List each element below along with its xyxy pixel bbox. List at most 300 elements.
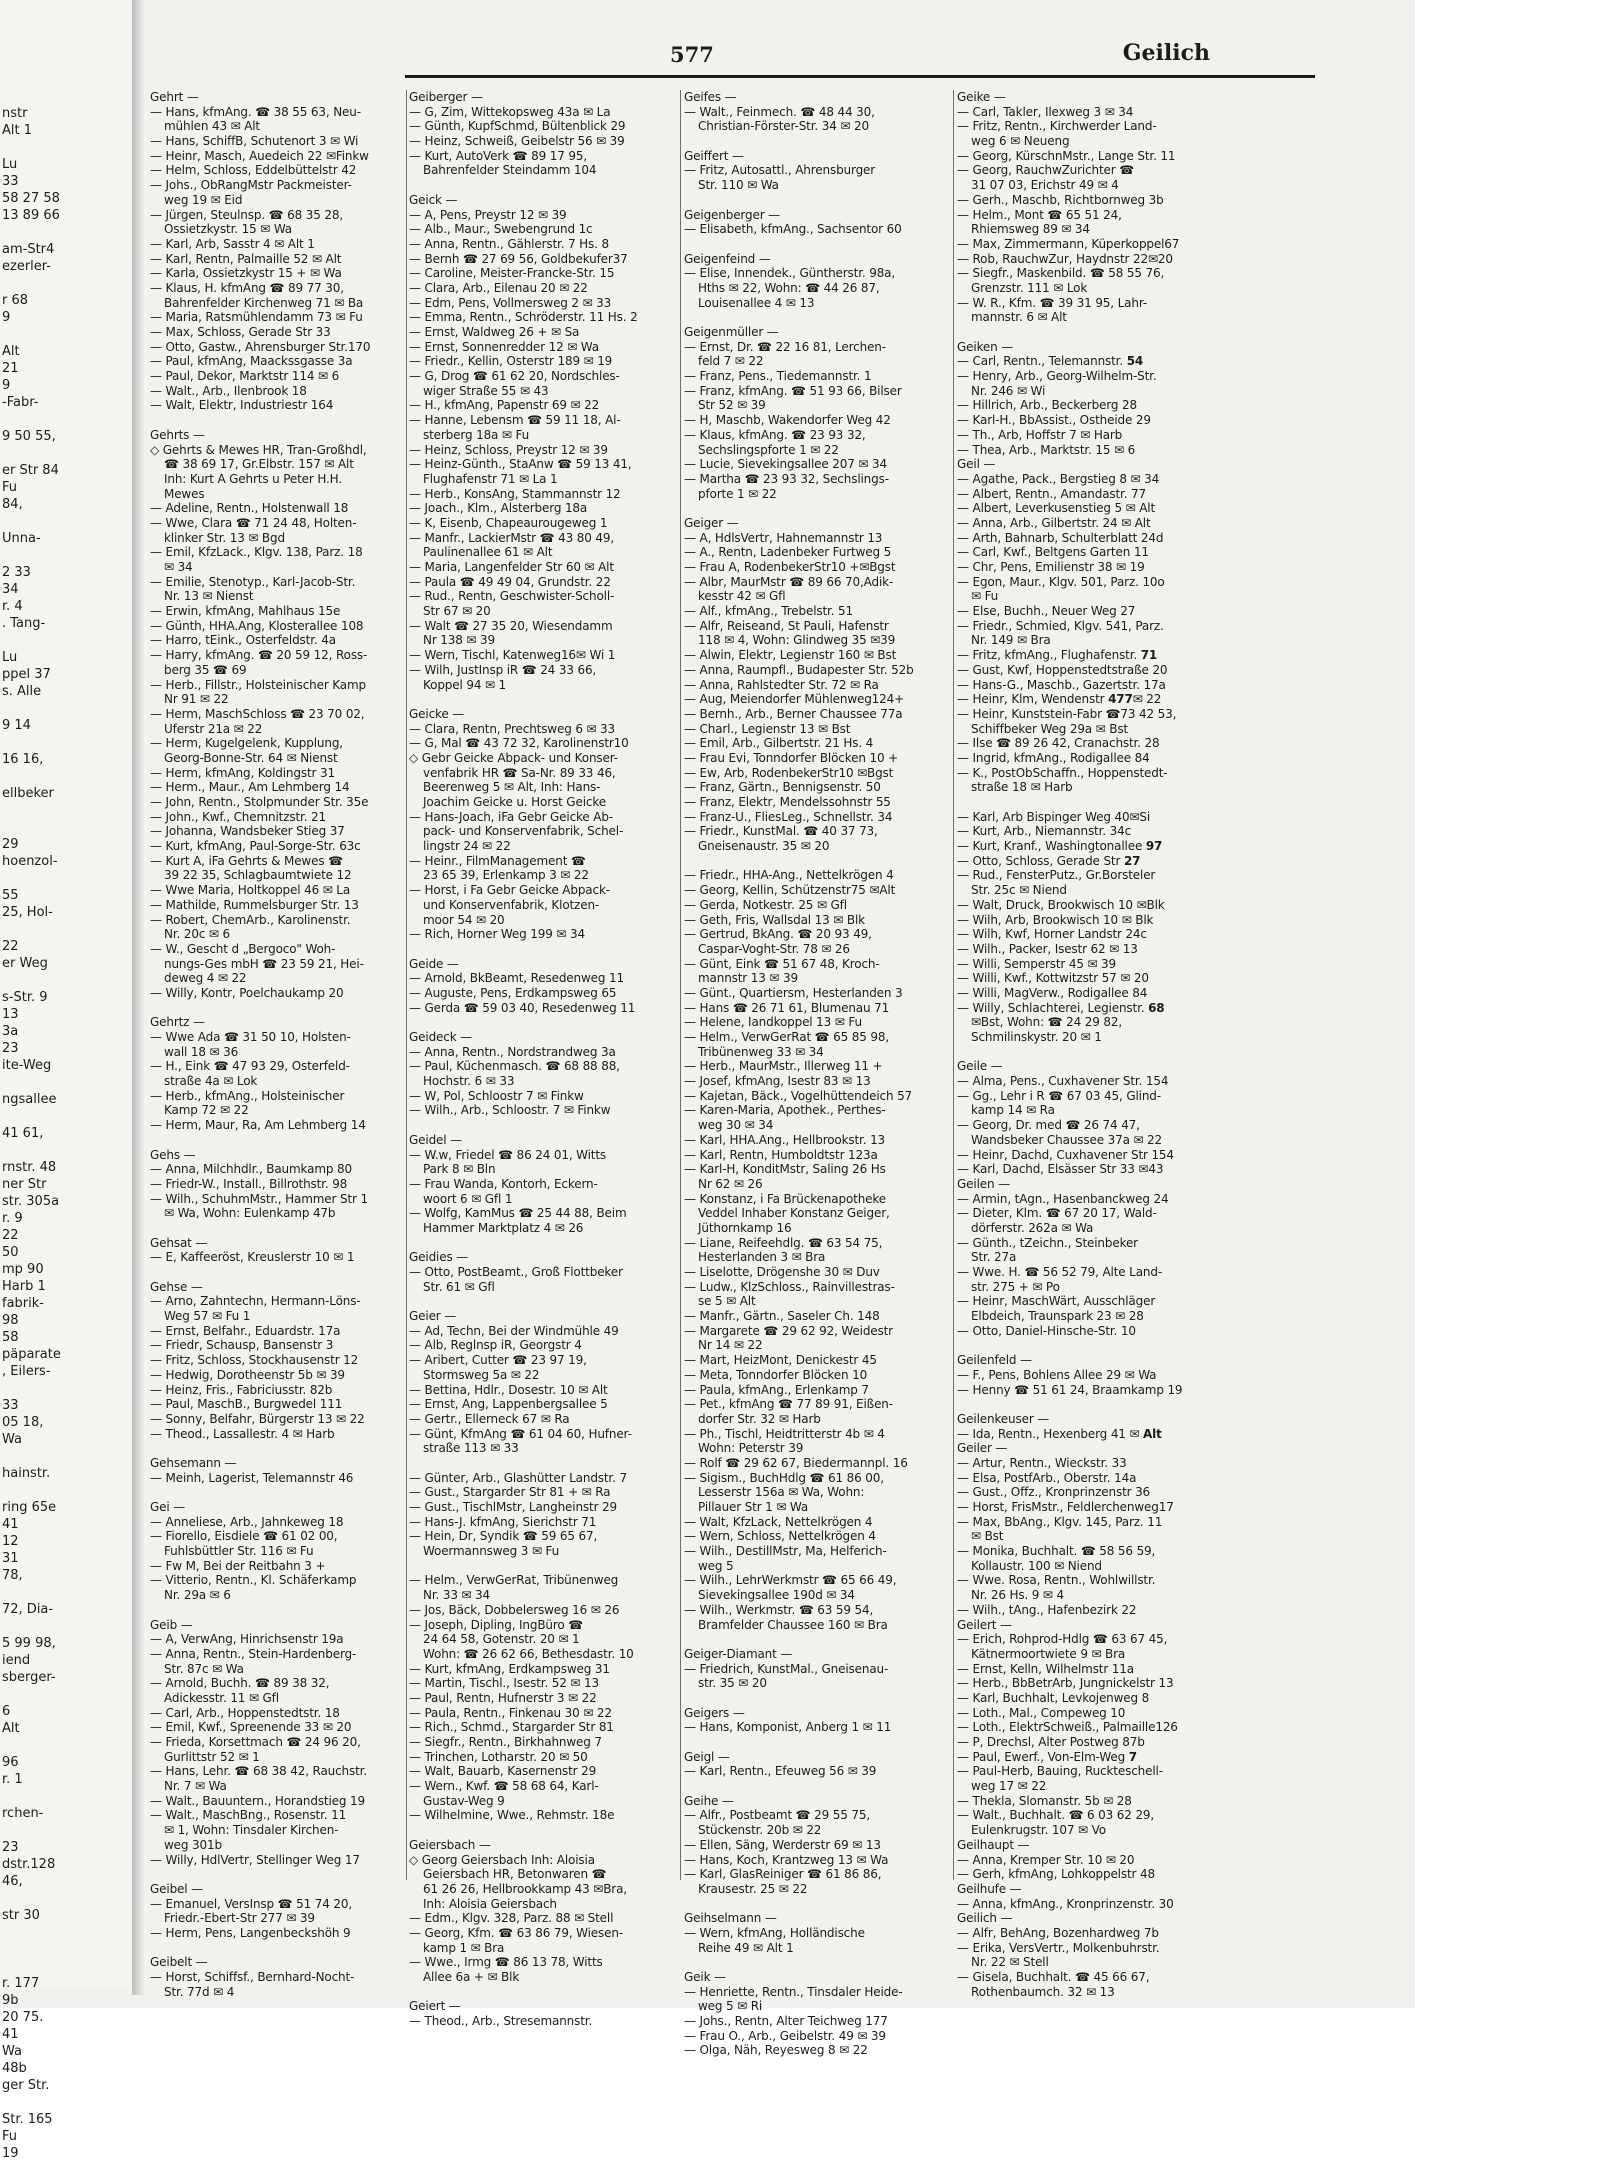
directory-entry-line: — Alma, Pens., Cuxhavener Str. 154 — [957, 1074, 1169, 1089]
directory-entry-line: ✉Bst, Wohn: ☎ 24 29 82, — [971, 1015, 1123, 1030]
directory-entry-line: — Walt, KfzLack, Nettelkrögen 4 — [684, 1514, 873, 1529]
directory-entry-line: — Hans, Lehr. ☎ 68 38 42, Rauchstr. — [150, 1764, 368, 1779]
directory-entry-line: — Frieda, Korsettmach ☎ 24 96 20, — [150, 1735, 361, 1749]
directory-entry-line: Gneisenaustr. 35 ✉ 20 — [698, 839, 830, 854]
directory-entry-line: — Heinz, Fris., Fabriciusstr. 82b — [150, 1382, 333, 1397]
surname-heading: Gehsat — — [150, 1235, 208, 1250]
directory-entry-line: Str 52 ✉ 39 — [698, 398, 766, 413]
directory-entry-line: — Horst, Schiffsf., Bernhard-Nocht- — [150, 1970, 355, 1984]
directory-entry-line: — Anna, Milchhdlr., Baumkamp 80 — [150, 1162, 352, 1177]
previous-page-fragment: Alt — [2, 344, 20, 359]
directory-entry-line: Veddel Inhaber Konstanz Geiger, — [698, 1206, 890, 1221]
directory-entry-line: — P, Drechsl, Alter Postweg 87b — [957, 1735, 1145, 1749]
blank-line — [150, 413, 405, 428]
directory-entry-line: straße 4a ✉ Lok — [164, 1074, 258, 1089]
previous-page-fragment: 23 — [2, 1041, 19, 1056]
directory-entry-line: — Armin, tAgn., Hasenbanckweg 24 — [957, 1191, 1169, 1206]
header-rule — [405, 75, 1315, 78]
directory-entry-line: — Else, Buchh., Neuer Weg 27 — [957, 604, 1136, 619]
directory-entry-line: — Fiorello, Eisdiele ☎ 61 02 00, — [150, 1529, 338, 1544]
directory-entry-line: Str. 77d ✉ 4 — [164, 1984, 235, 1999]
previous-page-fragment: rnstr. 48 — [2, 1160, 57, 1175]
directory-entry-line: — Franz, Elektr, Mendelssohnstr 55 — [684, 795, 891, 809]
directory-entry-line: — Fritz, Autosattl., Ahrensburger — [684, 163, 876, 178]
page-header — [150, 30, 1415, 90]
blank-line — [684, 134, 952, 149]
directory-entry-line: — Loth., Mal., Compeweg 10 — [957, 1705, 1126, 1720]
directory-entry-line: — Wwe. H. ☎ 56 52 79, Alte Land- — [957, 1265, 1163, 1279]
directory-column-2 — [409, 90, 679, 2029]
previous-page-fragment: 3a — [2, 1024, 19, 1039]
directory-entry-line: 31 07 03, Erichstr 49 ✉ 4 — [971, 178, 1119, 193]
previous-page-fragment — [0, 326, 138, 343]
directory-entry-line: — Friedrich, KunstMal., Gneisenau- — [684, 1661, 889, 1676]
directory-entry-line: — Harry, kfmAng. ☎ 20 59 12, Ross- — [150, 648, 368, 663]
directory-entry-line: — A., Rentn, Ladenbeker Furtweg 5 — [684, 545, 892, 560]
previous-page-fragment — [0, 734, 138, 751]
directory-entry-line: — Paul, Küchenmasch. ☎ 68 88 88, — [409, 1059, 620, 1074]
directory-entry-line: ◇ Gebr Geicke Abpack- und Konser- — [409, 750, 618, 765]
previous-page-fragment: Alt — [2, 1721, 20, 1736]
directory-entry-line: — Willy, HdlVertr, Stellinger Weg 17 — [150, 1852, 360, 1867]
directory-entry-line: ✉ Fu — [971, 589, 999, 604]
directory-entry-line: — Mart, HeizMont, Denickestr 45 — [684, 1353, 877, 1368]
directory-entry-line: — John., Kwf., Chemnitzstr. 21 — [150, 809, 327, 824]
previous-page-fragment — [0, 1584, 138, 1601]
blank-line — [150, 1941, 405, 1956]
directory-entry-line: Bahrenfelder Steindamm 104 — [423, 163, 597, 178]
directory-entry-line: Flughafenstr 71 ✉ La 1 — [423, 471, 558, 486]
previous-page-fragment — [0, 632, 138, 649]
directory-entry-line: — A, Pens, Preystr 12 ✉ 39 — [409, 207, 567, 222]
directory-entry-line: — Karl, Rentn., Efeuweg 56 ✉ 39 — [684, 1764, 877, 1779]
previous-page-fragment: ger Str. — [2, 2078, 50, 2093]
previous-page-fragment: ner Str — [2, 1177, 47, 1192]
directory-entry-line: Tribünenweg 33 ✉ 34 — [698, 1044, 824, 1059]
directory-entry-line: — Johs., ObRangMstr Packmeister- — [150, 178, 352, 193]
directory-entry-line: — Walt., Feinmech. ☎ 48 44 30, — [684, 104, 875, 119]
previous-page-fragment: r. 1 — [2, 1772, 23, 1787]
directory-entry-line: — Wilh., Werkmstr. ☎ 63 59 54, — [684, 1602, 874, 1617]
directory-entry-line: — Karl, Rentn, Palmaille 52 ✉ Alt — [150, 251, 342, 266]
previous-page-fragment: 05 18, — [2, 1415, 44, 1430]
directory-entry-line: — Heinr, MaschWärt, Ausschläger — [957, 1294, 1156, 1309]
previous-page-fragment: Unna- — [2, 531, 41, 546]
directory-entry-line: — Aug, Meiendorfer Mühlenweg124+ — [684, 692, 905, 707]
previous-page-fragment: str. 305a — [2, 1194, 60, 1209]
previous-page-fragment: Wa — [2, 2044, 22, 2059]
directory-entry-line: — Günt, Eink ☎ 51 67 48, Kroch- — [684, 956, 880, 971]
directory-entry-line: — Walt., MaschBng., Rosenstr. 11 — [150, 1808, 347, 1823]
directory-entry-line: — Hans, Komponist, Anberg 1 ✉ 11 — [684, 1720, 892, 1735]
directory-entry-line: — Mathilde, Rummelsburger Str. 13 — [150, 897, 359, 912]
previous-page-fragment: 21 — [2, 361, 19, 376]
previous-page-fragment: Lu — [2, 650, 18, 665]
directory-entry-line: — Meinh, Lagerist, Telemannstr 46 — [150, 1470, 354, 1485]
directory-entry-line: — Bernh., Arb., Berner Chaussee 77a — [684, 706, 903, 721]
directory-entry-line: — Johanna, Wandsbeker Stieg 37 — [150, 824, 345, 839]
previous-page-fragment — [0, 139, 138, 156]
directory-entry-line: — Johs., Rentn, Alter Teichweg 177 — [684, 2014, 888, 2029]
directory-entry-line: — Heinz-Günth., StaAnw ☎ 59 13 41, — [409, 457, 632, 472]
directory-entry-line: Nr. 26 Hs. 9 ✉ 4 — [971, 1588, 1064, 1603]
previous-page-fragment: Fu — [2, 2129, 18, 2144]
previous-page-fragment: 6 — [2, 1704, 11, 1719]
page-number: 577 — [670, 42, 714, 67]
directory-entry-line: — Gust., TischlMstr, Langheinstr 29 — [409, 1500, 617, 1514]
directory-entry-line: — Bettina, Hdlr., Dosestr. 10 ✉ Alt — [409, 1382, 608, 1397]
directory-entry-line: — Wilh., LehrWerkmstr ☎ 65 66 49, — [684, 1573, 897, 1588]
directory-entry-line: — Karl, Rentn, Humboldtstr 123a — [684, 1147, 878, 1162]
directory-entry-line: Gurlittstr 52 ✉ 1 — [164, 1749, 260, 1764]
directory-entry-line: — Ingrid, kfmAng., Rodigallee 84 — [957, 750, 1150, 765]
directory-entry-line: — Friedr., Schmied, Klgv. 541, Parz. — [957, 618, 1164, 633]
directory-entry-line: Kamp 72 ✉ 22 — [164, 1103, 249, 1118]
surname-heading: Gehse — — [150, 1279, 203, 1294]
blank-line — [957, 1045, 1220, 1060]
directory-entry-line: Nr 138 ✉ 39 — [423, 633, 495, 648]
directory-entry-line: — Anna, Raumpfl., Budapester Str. 52b — [684, 662, 914, 677]
directory-entry-line: — Hans ☎ 26 71 61, Blumenau 71 — [684, 1000, 890, 1015]
previous-page-fragment — [0, 1142, 138, 1159]
directory-entry-line: — Arnold, Buchh. ☎ 89 38 32, — [150, 1676, 330, 1691]
directory-entry-line: — Wwe. Rosa, Rentn., Wohlwillstr. — [957, 1573, 1156, 1588]
directory-entry-line: Stückenstr. 20b ✉ 22 — [698, 1823, 822, 1838]
previous-page-fragment: . Tang- — [2, 616, 46, 631]
directory-entry-line: — Gg., Lehr i R ☎ 67 03 45, Glind- — [957, 1088, 1161, 1103]
directory-entry-line: Nr. 20c ✉ 6 — [164, 927, 230, 942]
directory-entry-line: ◇ Gehrts & Mewes HR, Tran-Großhdl, — [150, 442, 367, 457]
directory-entry-line: — Bernh ☎ 27 69 56, Goldbekufer37 — [409, 251, 628, 266]
directory-entry-line: — Albr, MaurMstr ☎ 89 66 70,Adik- — [684, 574, 894, 589]
directory-entry-line: — Herm, MaschSchloss ☎ 23 70 02, — [150, 706, 365, 721]
previous-page-fragment: 41 61, — [2, 1126, 44, 1141]
blank-line — [150, 1265, 405, 1280]
previous-page-fragment: 9 — [2, 310, 11, 325]
previous-page-fragment: 96 — [2, 1755, 19, 1770]
blank-line — [684, 1955, 952, 1970]
directory-entry-line: Str. 27a — [971, 1250, 1017, 1265]
directory-entry-line: — Thekla, Slomanstr. 5b ✉ 28 — [957, 1793, 1132, 1808]
directory-entry-line: — Gust, Kwf, Hoppenstedtstraße 20 — [957, 662, 1168, 677]
surname-heading: Gehs — — [150, 1147, 196, 1162]
previous-page-fragment: 9 14 — [2, 718, 31, 733]
directory-entry-line: — Otto, PostBeamt., Groß Flottbeker — [409, 1265, 623, 1279]
blank-line — [684, 310, 952, 325]
directory-entry-line: — Günth, KupfSchmd, Bültenblick 29 — [409, 119, 626, 134]
previous-page-fragment: 34 — [2, 582, 19, 597]
directory-entry-line: — Wilh, Kwf, Horner Landstr 24c — [957, 927, 1147, 942]
directory-entry-line: — Walt., Buchhalt. ☎ 6 03 62 29, — [957, 1808, 1155, 1823]
directory-entry-line: — W., Gescht d „Bergoco" Woh- — [150, 941, 336, 956]
directory-entry-line: — Hanne, Lebensm ☎ 59 11 18, Al- — [409, 413, 621, 428]
directory-entry-line: — Carl, Rentn., Telemannstr. 54 — [957, 354, 1144, 369]
directory-entry-line: — Gisela, Buchhalt. ☎ 45 66 67, — [957, 1970, 1150, 1984]
directory-entry-line: — Otto, Schloss, Gerade Str 27 — [957, 853, 1141, 868]
directory-entry-line: — Ernst, Sonnenredder 12 ✉ Wa — [409, 339, 599, 354]
directory-entry-line: straße 113 ✉ 33 — [423, 1441, 519, 1456]
blank-line — [409, 1294, 679, 1309]
directory-entry-line: — Wern, kfmAng, Holländische — [684, 1925, 865, 1940]
directory-entry-line: — Loth., ElektrSchweiß., Palmaille126 — [957, 1720, 1178, 1735]
directory-entry-line: — Wwe Ada ☎ 31 50 10, Holsten- — [150, 1030, 351, 1044]
blank-line — [150, 1485, 405, 1500]
directory-entry-line: — Henriette, Rentn., Tinsdaler Heide- — [684, 1984, 903, 1999]
previous-page-fragment — [0, 1686, 138, 1703]
blank-line — [957, 795, 1220, 810]
directory-entry-line: Bahrenfelder Kirchenweg 71 ✉ Ba — [164, 295, 364, 310]
directory-entry-line: — Gerda ☎ 59 03 40, Resedenweg 11 — [409, 1000, 636, 1015]
directory-entry-line: — Kurt, Kranf., Washingtonallee 97 — [957, 839, 1163, 854]
previous-page-fragment — [0, 870, 138, 887]
directory-entry-line: Koppel 94 ✉ 1 — [423, 677, 507, 692]
surname-heading: Geilenkeuser — — [957, 1411, 1050, 1426]
directory-entry-line: — Anneliese, Arb., Jahnkeweg 18 — [150, 1514, 344, 1529]
directory-entry-line: — Ellen, Säng, Werderstr 69 ✉ 13 — [684, 1837, 881, 1852]
directory-entry-line: — Wilh., SchuhmMstr., Hammer Str 1 — [150, 1191, 368, 1206]
previous-page-fragment: 12 — [2, 1534, 19, 1549]
directory-entry-line: — Walt ☎ 27 35 20, Wiesendamm — [409, 618, 613, 633]
directory-entry-line: — Heinr., FilmManagement ☎ — [409, 853, 586, 868]
directory-entry-line: — Horst, i Fa Gebr Geicke Abpack- — [409, 883, 610, 898]
directory-entry-line: Gustav-Weg 9 — [423, 1793, 505, 1808]
previous-page-edge — [0, 0, 140, 2161]
directory-entry-line: — Henny ☎ 51 61 24, Braamkamp 19 — [957, 1382, 1183, 1397]
previous-page-fragment: Str. 165 — [2, 2112, 53, 2127]
directory-entry-line: — Erich, Rohprod-Hdlg ☎ 63 67 45, — [957, 1632, 1168, 1647]
directory-entry-line: Reihe 49 ✉ Alt 1 — [698, 1940, 794, 1955]
directory-entry-line: — Paul-Herb, Bauing, Ruckteschell- — [957, 1764, 1163, 1779]
directory-entry-line: sterberg 18a ✉ Fu — [423, 427, 530, 442]
blank-line — [684, 1691, 952, 1706]
directory-entry-line: — Günt., Quartiersm, Hesterlanden 3 — [684, 985, 903, 1000]
directory-entry-line: — Klaus, kfmAng. ☎ 23 93 32, — [684, 427, 866, 442]
surname-heading: Geilich — — [957, 1911, 1013, 1926]
surname-heading: Geil — — [957, 457, 996, 472]
directory-entry-line: nungs-Ges mbH ☎ 23 59 21, Hei- — [164, 956, 364, 971]
surname-heading: Geide — — [409, 956, 459, 971]
previous-page-fragment: er Str 84 — [2, 463, 59, 478]
surname-heading: Geilert — — [957, 1617, 1012, 1632]
surname-heading: Geik — — [684, 1970, 726, 1984]
surname-heading: Geiken — — [957, 339, 1014, 354]
directory-entry-line: Rhiemsweg 89 ✉ 34 — [971, 222, 1090, 237]
directory-entry-line: — Ph., Tischl, Heidtritterstr 4b ✉ 4 — [684, 1426, 885, 1441]
blank-line — [150, 1441, 405, 1456]
directory-entry-line: — Elsa, PostfArb., Oberstr. 14a — [957, 1470, 1137, 1485]
directory-entry-line: Eulenkrugstr. 107 ✉ Vo — [971, 1823, 1106, 1838]
directory-entry-line: — Th., Arb, Hoffstr 7 ✉ Harb — [957, 427, 1123, 442]
directory-entry-line: weg 30 ✉ 34 — [698, 1118, 774, 1133]
blank-line — [957, 325, 1220, 340]
previous-page-fragment — [0, 768, 138, 785]
previous-page-fragment: 58 — [2, 1330, 19, 1345]
directory-entry-line: — Joseph, Dipling, IngBüro ☎ — [409, 1617, 584, 1632]
previous-page-fragment — [0, 1108, 138, 1125]
directory-entry-line: — Emil, Kwf., Spreenende 33 ✉ 20 — [150, 1720, 352, 1735]
directory-entry-line: — Herb., MaurMstr., Illerweg 11 + — [684, 1059, 883, 1074]
directory-entry-line: — Alb., Maur., Swebengrund 1c — [409, 222, 593, 237]
directory-entry-line: — Thea, Arb., Marktstr. 15 ✉ 6 — [957, 442, 1136, 457]
directory-entry-line: Schmilinskystr. 20 ✉ 1 — [971, 1030, 1102, 1044]
directory-entry-line: — Karl, GlasReiniger ☎ 61 86 86, — [684, 1867, 882, 1882]
directory-entry-line: — Ad, Techn, Bei der Windmühle 49 — [409, 1323, 619, 1338]
surname-heading: Geidel — — [409, 1132, 462, 1147]
directory-entry-line: — Walt, Bauarb, Kasernenstr 29 — [409, 1764, 597, 1779]
directory-entry-line: — Karl, Dachd, Elsässer Str 33 ✉43 — [957, 1162, 1164, 1177]
column-divider — [406, 90, 407, 1880]
surname-heading: Gehrt — — [150, 90, 199, 104]
directory-entry-line: — Rich., Schmd., Stargarder Str 81 — [409, 1720, 614, 1735]
surname-heading: Geigenmüller — — [684, 325, 779, 339]
directory-entry-line: — Fw M, Bei der Reitbahn 3 + — [150, 1558, 326, 1573]
directory-entry-line: — Wwe., Irmg ☎ 86 13 78, Witts — [409, 1955, 603, 1970]
previous-page-fragment: , Eilers- — [2, 1364, 51, 1379]
directory-entry-line: — Emanuel, VersInsp ☎ 51 74 20, — [150, 1896, 353, 1911]
directory-entry-line: — Gust., Offz., Kronprinzenstr 36 — [957, 1485, 1151, 1500]
previous-page-fragment: 48b — [2, 2061, 27, 2076]
book-gutter — [132, 0, 144, 1995]
directory-entry-line: — Paula ☎ 49 49 04, Grundstr. 22 — [409, 574, 611, 589]
directory-entry-line: — Wilh, JustInsp iR ☎ 24 33 66, — [409, 662, 597, 677]
previous-page-fragment: r. 4 — [2, 599, 23, 614]
surname-heading: Geilen — — [957, 1176, 1010, 1191]
surname-heading: Geifes — — [684, 90, 737, 104]
directory-entry-line: — Kurt, Arb., Niemannstr. 34c — [957, 824, 1132, 839]
directory-entry-line: Adickesstr. 11 ✉ Gfl — [164, 1690, 279, 1705]
directory-entry-line: — Emilie, Stenotyp., Karl-Jacob-Str. — [150, 574, 356, 589]
directory-entry-line: — Hans-G., Maschb., Gazertstr. 17a — [957, 677, 1166, 692]
directory-entry-line: Inh: Kurt A Gehrts u Peter H.H. — [164, 471, 343, 486]
previous-page-fragment — [0, 1737, 138, 1754]
surname-heading: Gehrts — — [150, 427, 205, 442]
directory-entry-line: Nr 14 ✉ 22 — [698, 1338, 763, 1353]
surname-heading: Geibel — — [150, 1881, 203, 1896]
directory-entry-line: — Paul, Ewerf., Von-Elm-Weg 7 — [957, 1749, 1137, 1764]
directory-entry-line: — Arth, Bahnarb, Schulterblatt 24d — [957, 530, 1164, 545]
surname-heading: Geile — — [957, 1059, 1003, 1074]
directory-entry-line: — Elise, Innendek., Güntherstr. 98a, — [684, 266, 896, 281]
directory-entry-line: weg 301b — [164, 1837, 222, 1852]
directory-entry-line: wiger Straße 55 ✉ 43 — [423, 383, 549, 398]
directory-entry-line: — Paul, MaschB., Burgwedel 111 — [150, 1397, 343, 1412]
directory-entry-line: Nr. 22 ✉ Stell — [971, 1955, 1049, 1970]
previous-page-fragment — [0, 1924, 138, 1941]
previous-page-fragment — [0, 1482, 138, 1499]
directory-entry-line: — Wilhelmine, Wwe., Rehmstr. 18e — [409, 1808, 615, 1823]
directory-entry-line: — Karla, Ossietzkystr 15 + ✉ Wa — [150, 266, 342, 281]
directory-entry-line: Sievekingsallee 190d ✉ 34 — [698, 1588, 855, 1603]
directory-entry-line: str. 35 ✉ 20 — [698, 1676, 767, 1691]
blank-line — [409, 942, 679, 957]
previous-page-fragment: 5 99 98, — [2, 1636, 56, 1651]
directory-entry-line: Nr. 149 ✉ Bra — [971, 633, 1051, 648]
directory-entry-line: Mewes — [164, 486, 205, 501]
directory-entry-line: — Ernst, Kelln, Wilhelmstr 11a — [957, 1661, 1134, 1676]
directory-entry-line: Nr. 29a ✉ 6 — [164, 1588, 231, 1603]
previous-page-fragment: s-Str. 9 — [2, 990, 48, 1005]
directory-entry-line: Uferstr 21a ✉ 22 — [164, 721, 263, 736]
directory-entry-line: Caspar-Voght-Str. 78 ✉ 26 — [698, 941, 850, 956]
directory-entry-line: ✉ Wa, Wohn: Eulenkamp 47b — [164, 1206, 336, 1221]
directory-entry-line: — Friedr., Kellin, Osterstr 189 ✉ 19 — [409, 354, 613, 369]
directory-entry-line: Geiersbach HR, Betonwaren ☎ — [423, 1867, 607, 1882]
directory-entry-line: — Ida, Rentn., Hexenberg 41 ✉ Alt — [957, 1426, 1162, 1441]
directory-entry-line: — Karl, Arb Bispinger Weg 40✉Si — [957, 809, 1151, 824]
directory-entry-line: — Franz, Gärtn., Bennigsenstr. 50 — [684, 780, 881, 795]
directory-entry-line: — Wilh., DestillMstr, Ma, Helferich- — [684, 1544, 887, 1559]
blank-line — [684, 237, 952, 252]
directory-entry-line: — Otto, Gastw., Ahrensburger Str.170 — [150, 339, 371, 354]
blank-line — [684, 193, 952, 208]
directory-entry-line: — Hein, Dr, Syndik ☎ 59 65 67, — [409, 1529, 598, 1544]
directory-entry-line: — John, Rentn., Stolpmunder Str. 35e — [150, 795, 369, 809]
previous-page-fragment: nstr — [2, 106, 28, 121]
directory-entry-line: — Karl, Arb, Sasstr 4 ✉ Alt 1 — [150, 236, 315, 251]
directory-entry-line: — Kurt, AutoVerk ☎ 89 17 95, — [409, 148, 587, 163]
directory-entry-line: — Carl, Takler, Ilexweg 3 ✉ 34 — [957, 104, 1134, 119]
directory-entry-line: — K., PostObSchaffn., Hoppenstedt- — [957, 765, 1168, 780]
previous-page-fragment — [0, 1890, 138, 1907]
directory-entry-line: Str. 25c ✉ Niend — [971, 883, 1067, 898]
blank-line — [409, 178, 679, 193]
column-divider — [953, 90, 954, 1880]
directory-entry-line: — Helene, Iandkoppel 13 ✉ Fu — [684, 1015, 862, 1030]
directory-entry-line: Grenzstr. 111 ✉ Lok — [971, 280, 1088, 295]
directory-entry-line: — Anna, kfmAng., Kronprinzenstr. 30 — [957, 1896, 1174, 1911]
blank-line — [150, 1603, 405, 1618]
directory-entry-line: — Paul, kfmAng, Maackssgasse 3a — [150, 354, 353, 369]
previous-page-fragment — [0, 972, 138, 989]
directory-entry-line: — Martin, Tischl., Isestr. 52 ✉ 13 — [409, 1676, 599, 1691]
directory-entry-line: — Walt, Druck, Brookwisch 10 ✉Blk — [957, 897, 1165, 912]
directory-entry-line: — Sonny, Belfahr, Bürgerstr 13 ✉ 22 — [150, 1411, 365, 1426]
directory-entry-line: — Liselotte, Drögenshe 30 ✉ Duv — [684, 1265, 880, 1279]
directory-entry-line: — Vitterio, Rentn., Kl. Schäferkamp — [150, 1573, 357, 1588]
directory-entry-line: — Lucie, Sievekingsallee 207 ✉ 34 — [684, 457, 887, 472]
previous-page-fragment: s. Alle — [2, 684, 42, 699]
directory-entry-line: — Clara, Arb., Eilenau 20 ✉ 22 — [409, 280, 588, 295]
previous-page-fragment: 25, Hol- — [2, 905, 53, 920]
directory-entry-line: — Alfr, BehAng, Bozenhardweg 7b — [957, 1925, 1159, 1940]
directory-entry-line: — Gust., Stargarder Str 81 + ✉ Ra — [409, 1485, 611, 1500]
previous-page-fragment: ngsallee — [2, 1092, 57, 1107]
directory-entry-line: 118 ✉ 4, Wohn: Glindweg 35 ✉39 — [698, 633, 896, 648]
directory-entry-line: ◇ Georg Geiersbach Inh: Aloisia — [409, 1852, 595, 1867]
surname-heading: Geick — — [409, 192, 458, 207]
directory-entry-line: — Erika, VersVertr., Molkenbuhrstr. — [957, 1940, 1160, 1955]
previous-page-fragment: 9 50 55, — [2, 429, 56, 444]
previous-page-fragment — [0, 1618, 138, 1635]
directory-entry-line: — Dieter, Klm. ☎ 67 20 17, Wald- — [957, 1206, 1157, 1221]
directory-entry-line: Weg 57 ✉ Fu 1 — [164, 1309, 251, 1324]
directory-entry-line: 61 26 26, Hellbrookkamp 43 ✉Bra, — [423, 1881, 627, 1896]
directory-entry-line: — G, Mal ☎ 43 72 32, Karolinenstr10 — [409, 736, 629, 751]
directory-entry-line: — Alfr, Reiseand, St Pauli, Hafenstr — [684, 618, 889, 633]
blank-line — [150, 1133, 405, 1148]
directory-entry-line: — Rob, RauchwZur, Haydnstr 22✉20 — [957, 251, 1173, 266]
directory-entry-line: — G, Drog ☎ 61 62 20, Nordschles- — [409, 369, 620, 384]
blank-line — [684, 1779, 952, 1794]
directory-entry-line: Nr. 246 ✉ Wi — [971, 383, 1046, 398]
blank-line — [409, 1985, 679, 2000]
blank-line — [684, 501, 952, 516]
directory-entry-line: — Anna, Rentn., Nordstrandweg 3a — [409, 1044, 616, 1059]
directory-entry-line: Str. 110 ✉ Wa — [698, 178, 779, 193]
directory-entry-line: — Paula, Rentn., Finkenau 30 ✉ 22 — [409, 1705, 612, 1720]
directory-entry-line: — Ilse ☎ 89 26 42, Cranachstr. 28 — [957, 736, 1160, 751]
directory-entry-line: — Martha ☎ 23 93 32, Sechslings- — [684, 471, 889, 486]
